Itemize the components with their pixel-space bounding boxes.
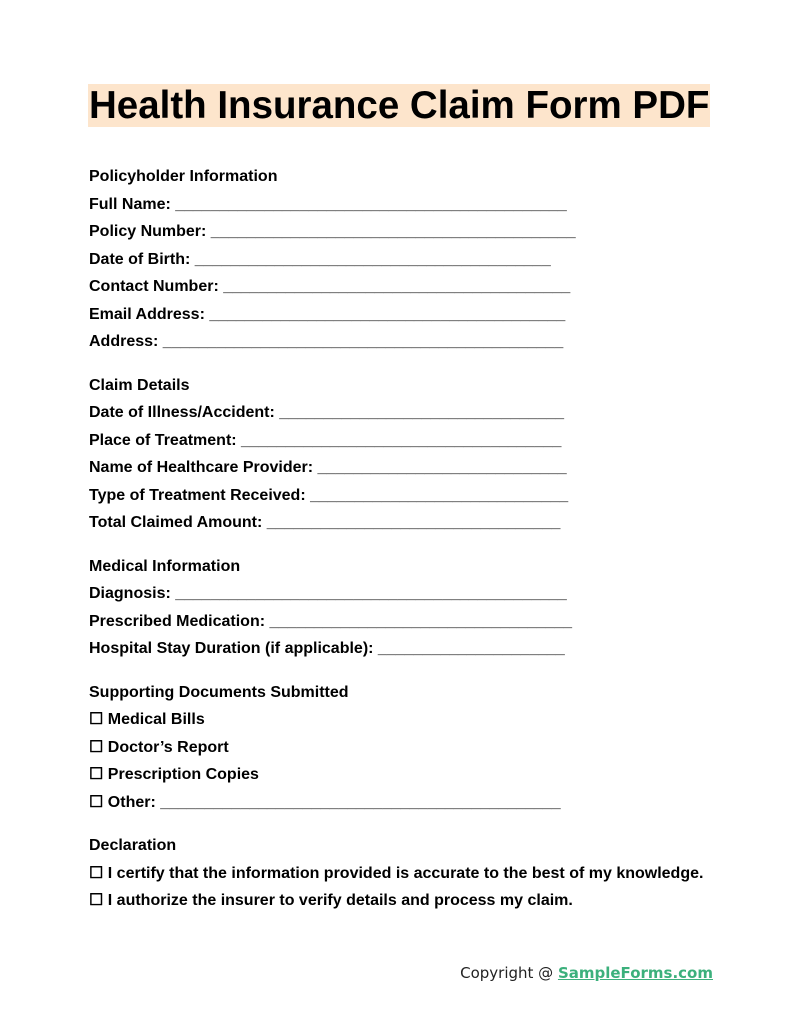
brand-link[interactable]: SampleForms.com bbox=[557, 964, 713, 982]
section-heading: Medical Information bbox=[89, 557, 241, 575]
checkbox-medical-bills[interactable]: ☐ Medical Bills bbox=[89, 711, 205, 728]
page-title: Health Insurance Claim Form PDF bbox=[89, 84, 710, 127]
section-supporting-documents bbox=[89, 679, 713, 817]
field-healthcare-provider[interactable]: Name of Healthcare Provider: ____________________________ bbox=[89, 459, 567, 476]
checkbox-authorize[interactable]: ☐ I authorize the insurer to verify details and process my claim. bbox=[89, 892, 573, 909]
section-policyholder bbox=[89, 163, 713, 356]
section-heading: Policyholder Information bbox=[89, 168, 278, 185]
field-address[interactable]: Address: _____________________________________________ bbox=[89, 333, 564, 350]
field-total-claimed-amount[interactable]: Total Claimed Amount: _________________________________ bbox=[89, 514, 561, 531]
form-page bbox=[89, 84, 713, 915]
section-claim-details bbox=[89, 372, 713, 537]
field-place-of-treatment[interactable]: Place of Treatment: ____________________________________ bbox=[89, 431, 562, 449]
checkbox-other[interactable]: ☐ Other: _____________________________________________ bbox=[89, 793, 561, 811]
checkbox-prescription-copies[interactable]: ☐ Prescription Copies bbox=[89, 766, 259, 783]
field-date-of-illness[interactable]: Date of Illness/Accident: ________________________________ bbox=[89, 404, 565, 421]
copyright-text: Copyright @ bbox=[460, 964, 558, 982]
section-declaration bbox=[89, 832, 713, 915]
checkbox-doctors-report[interactable]: ☐ Doctor’s Report bbox=[89, 738, 229, 756]
section-heading: Declaration bbox=[89, 837, 177, 854]
field-contact-number[interactable]: Contact Number: _______________________________________ bbox=[89, 278, 571, 295]
section-heading: Supporting Documents Submitted bbox=[89, 683, 349, 701]
field-diagnosis[interactable]: Diagnosis: ____________________________________________ bbox=[89, 585, 567, 602]
copyright-footer bbox=[460, 964, 713, 982]
checkbox-certify[interactable]: ☐ I certify that the information provided is accurate to the best of my knowledge. bbox=[89, 864, 704, 882]
section-medical-information bbox=[89, 553, 713, 663]
section-heading: Claim Details bbox=[89, 376, 190, 394]
field-prescribed-medication[interactable]: Prescribed Medication: __________________________________ bbox=[89, 612, 573, 630]
field-email-address[interactable]: Email Address: ________________________________________ bbox=[89, 305, 566, 323]
field-date-of-birth[interactable]: Date of Birth: ________________________________________ bbox=[89, 250, 551, 268]
field-full-name[interactable]: Full Name: ____________________________________________ bbox=[89, 195, 567, 213]
field-hospital-stay-duration[interactable]: Hospital Stay Duration (if applicable): _____________________ bbox=[89, 640, 565, 657]
field-treatment-type[interactable]: Type of Treatment Received: _____________________________ bbox=[89, 486, 569, 504]
field-policy-number[interactable]: Policy Number: _________________________________________ bbox=[89, 223, 576, 240]
